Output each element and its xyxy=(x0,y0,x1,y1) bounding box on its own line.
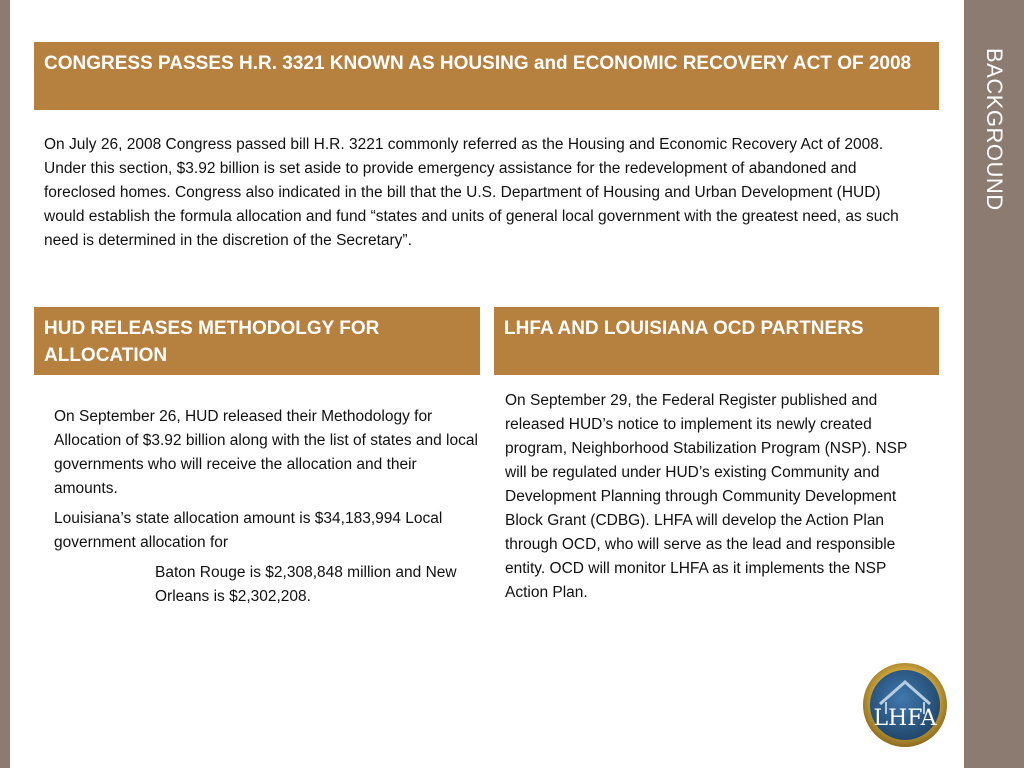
hud-paragraph-state-allocation: Louisiana’s state allocation amount is $34,183,994 Local government allocation for xyxy=(54,510,443,551)
side-label-background: BACKGROUND xyxy=(982,48,1007,211)
congress-section-title: CONGRESS PASSES H.R. 3321 KNOWN AS HOUSING and ECONOMIC RECOVERY ACT OF 2008 xyxy=(34,42,939,110)
lhfa-house-logo-icon xyxy=(862,662,948,748)
lhfa-section-body: On September 29, the Federal Register published and released HUD’s notice to implement its newly created program, Neighborhood Stabilization Program (NSP). NSP will be regulated under HUD’s existing Community and Development Planning through Community Development Block Grant (CDBG). LHFA will develop the Action Plan through OCD, who will serve as the lead and responsible entity. OCD will monitor LHFA as it implements the NSP Action Plan. xyxy=(505,392,908,601)
hud-section-title: HUD RELEASES METHODOLGY FOR ALLOCATION xyxy=(34,307,480,375)
hud-paragraph-local-allocation: Baton Rouge is $2,308,848 million and New Orleans is $2,302,208. xyxy=(155,564,457,605)
hud-paragraph-methodology: On September 26, HUD released their Methodology for Allocation of $3.92 billion along with the list of states and local governments who will receive the allocation and their amounts. xyxy=(54,408,478,497)
left-decorative-bar xyxy=(0,0,10,768)
congress-section-body: On July 26, 2008 Congress passed bill H.R. 3221 commonly referred as the Housing and Economic Recovery Act of 2008. Under this section, $3.92 billion is set aside to provide emergency assistance for the redevelopment of abandoned and foreclosed homes. Congress also indicated in the bill that the U.S. Department of Housing and Urban Development (HUD) would establish the formula allocation and fund “states and units of general local government with the greatest need, as such need is determined in the discretion of the Secretary”. xyxy=(44,136,899,249)
hud-section-body xyxy=(54,405,479,615)
logo-text: LHFA xyxy=(873,706,937,731)
lhfa-section-title: LHFA AND LOUISIANA OCD PARTNERS xyxy=(494,307,939,375)
